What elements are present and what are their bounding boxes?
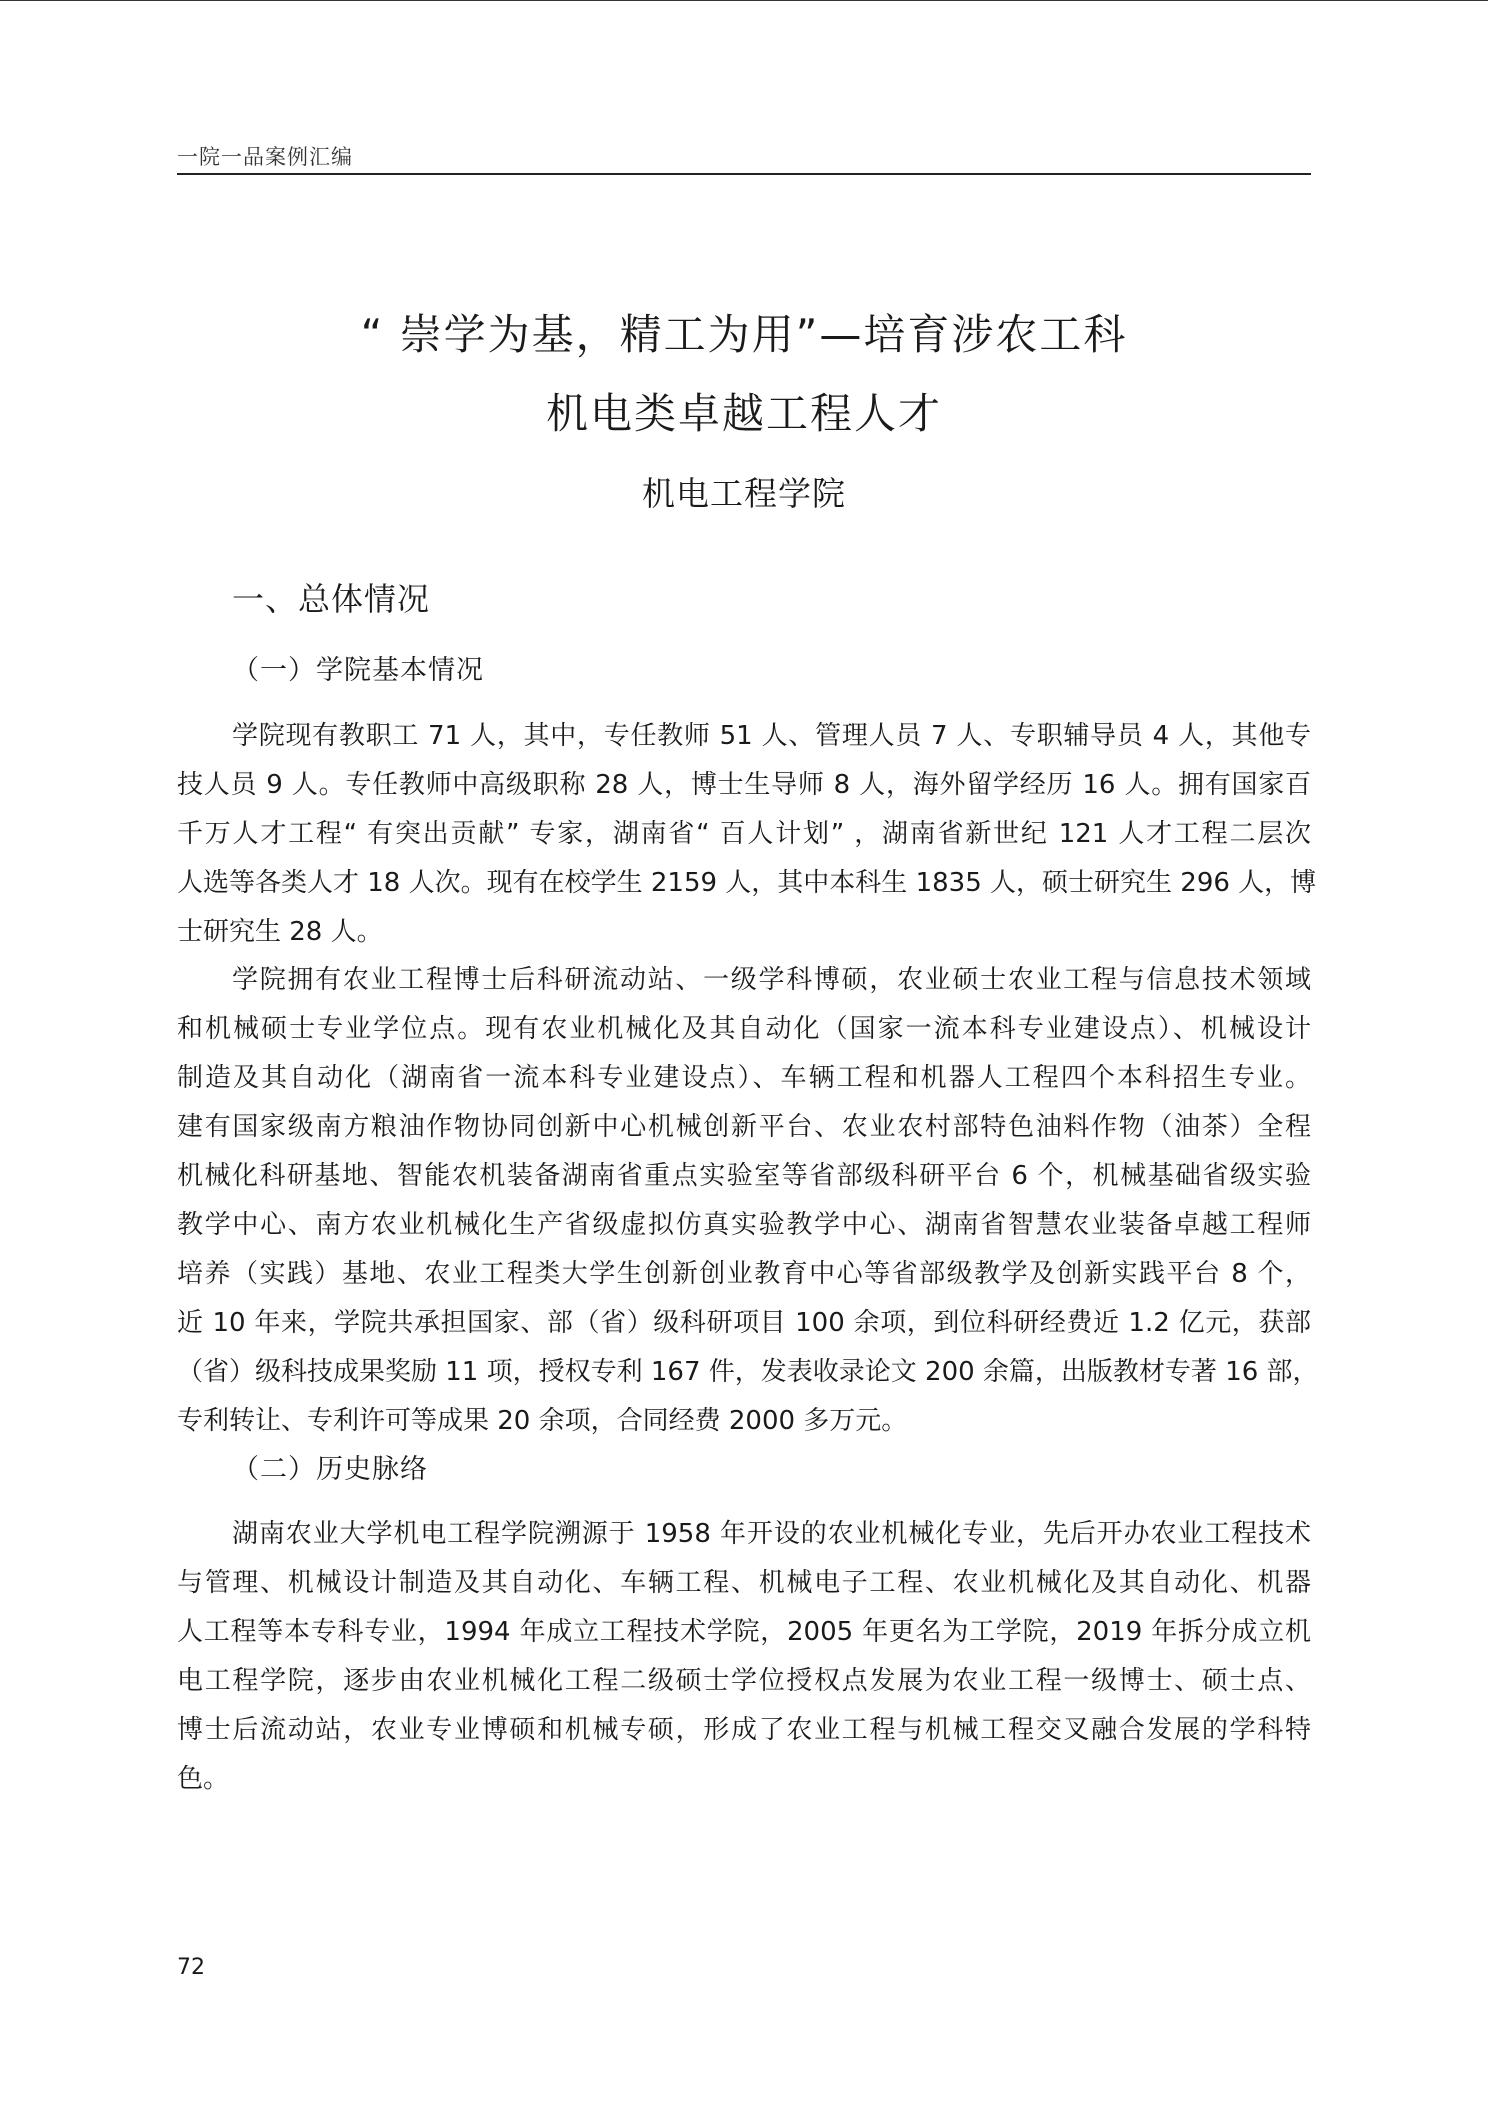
paragraph-line: 人选等各类人才 18 人次。现有在校学生 2159 人，其中本科生 1835 人，硕士研究生 296 人，博 bbox=[177, 868, 1317, 898]
paragraph-line: 培养（实践）基地、农业工程类大学生创新创业教育中心等省部级教学及创新实践平台 8 个， bbox=[177, 1259, 1311, 1289]
paragraph-line: 专利转让、专利许可等成果 20 余项，合同经费 2000 多万元。 bbox=[177, 1406, 908, 1436]
subsection-heading-basic-info: （一）学院基本情况 bbox=[232, 655, 484, 686]
paragraph-line: 学院现有教职工 71 人，其中，专任教师 51 人、管理人员 7 人、专职辅导员 4 人，其他专 bbox=[232, 721, 1311, 751]
paragraph-line: 技人员 9 人。专任教师中高级职称 28 人，博士生导师 8 人，海外留学经历 16 人。拥有国家百 bbox=[177, 770, 1311, 800]
paragraph-line: 和机械硕士专业学位点。现有农业机械化及其自动化（国家一流本科专业建设点）、机械设计 bbox=[177, 1014, 1311, 1044]
running-header: 一院一品案例汇编 bbox=[177, 145, 353, 169]
paragraph-line: 建有国家级南方粮油作物协同创新中心机械创新平台、农业农村部特色油料作物（油茶）全程 bbox=[177, 1112, 1311, 1142]
paragraph-line: 电工程学院，逐步由农业机械化工程二级硕士学位授权点发展为农业工程一级博士、硕士点、 bbox=[177, 1666, 1311, 1696]
paragraph-line: 机械化科研基地、智能农机装备湖南省重点实验室等省部级科研平台 6 个，机械基础省级实验 bbox=[177, 1161, 1311, 1191]
paragraph-line: 近 10 年来，学院共承担国家、部（省）级科研项目 100 余项，到位科研经费近 1.2 亿元，获部 bbox=[177, 1308, 1311, 1338]
section-heading-overview: 一、总体情况 bbox=[232, 580, 431, 618]
subsection-heading-history: （二）历史脉络 bbox=[232, 1454, 428, 1485]
page-top-border bbox=[0, 0, 1488, 1]
paragraph-history bbox=[177, 1510, 1311, 1804]
paragraph-line: 教学中心、南方农业机械化生产省级虚拟仿真实验教学中心、湖南省智慧农业装备卓越工程师 bbox=[177, 1210, 1311, 1240]
paragraph-line: 湖南农业大学机电工程学院溯源于 1958 年开设的农业机械化专业，先后开办农业工程技术 bbox=[232, 1519, 1311, 1549]
header-rule bbox=[177, 173, 1311, 175]
paragraph-platforms bbox=[177, 956, 1319, 1446]
paragraph-line: 士研究生 28 人。 bbox=[177, 917, 383, 947]
paragraph-line: 博士后流动站，农业专业博硕和机械专硕，形成了农业工程与机械工程交叉融合发展的学科特 bbox=[177, 1715, 1311, 1745]
paragraph-basic-info bbox=[177, 712, 1317, 957]
paragraph-line: 色。 bbox=[177, 1764, 230, 1794]
paragraph-line: 人工程等本专科专业，1994 年成立工程技术学院，2005 年更名为工学院，2019 年拆分成立机 bbox=[177, 1617, 1311, 1647]
article-title-line-2: 机电类卓越工程人才 bbox=[545, 389, 942, 438]
paragraph-line: 学院拥有农业工程博士后科研流动站、一级学科博硕，农业硕士农业工程与信息技术领域 bbox=[232, 965, 1311, 995]
paragraph-line: 制造及其自动化（湖南省一流本科专业建设点）、车辆工程和机器人工程四个本科招生专业。 bbox=[177, 1063, 1311, 1093]
paragraph-line: 千万人才工程“ 有突出贡献” 专家，湖南省“ 百人计划” ，湖南省新世纪 121 人才工程二层次 bbox=[177, 819, 1311, 849]
paragraph-line: 与管理、机械设计制造及其自动化、车辆工程、机械电子工程、农业机械化及其自动化、机器 bbox=[177, 1568, 1311, 1598]
article-title-line-1: “ 崇学为基，精工为用”—培育涉农工科 bbox=[360, 310, 1128, 359]
article-author: 机电工程学院 bbox=[642, 474, 846, 513]
page-number: 72 bbox=[177, 1955, 205, 1980]
paragraph-line: （省）级科技成果奖励 11 项，授权专利 167 件，发表收录论文 200 余篇，出版教材专著 16 部， bbox=[177, 1357, 1319, 1387]
